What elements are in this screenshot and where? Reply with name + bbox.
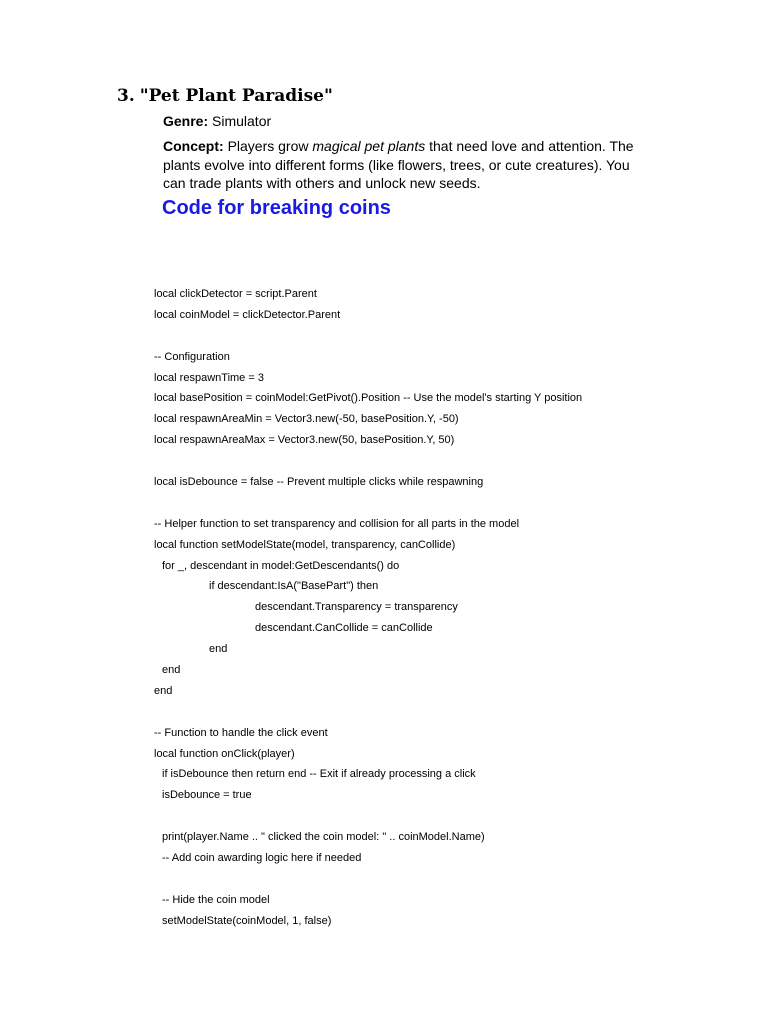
code-line: end <box>154 684 173 697</box>
code-line: end <box>209 643 228 656</box>
code-line: local basePosition = coinModel:GetPivot().Position -- Use the model's starting Y position <box>154 392 583 405</box>
code-line: descendant.CanCollide = canCollide <box>255 622 433 635</box>
code-line: descendant.Transparency = transparency <box>255 601 458 614</box>
code-line: -- Hide the coin model <box>162 893 270 906</box>
concept-text-before: Players grow <box>227 138 309 154</box>
concept-paragraph <box>163 137 653 193</box>
code-line <box>154 806 582 827</box>
code-line <box>154 326 582 347</box>
genre-label: Genre: <box>163 113 209 129</box>
code-block <box>154 284 582 932</box>
concept-text-after: that need love and attention. The plants evolve into different forms (like flowers, trees, or cute creatures). You can trade plants with others and unlock new seeds. <box>163 138 634 191</box>
genre-value: Simulator <box>212 113 272 129</box>
code-line: -- Configuration <box>154 350 230 363</box>
concept-label: Concept: <box>163 138 224 154</box>
code-line: print(player.Name .. " clicked the coin model: " .. coinModel.Name) <box>162 831 485 844</box>
code-line: if descendant:IsA("BasePart") then <box>209 580 379 593</box>
section-number: 3. <box>117 86 135 106</box>
code-line: local isDebounce = false -- Prevent multiple clicks while respawning <box>154 476 484 489</box>
code-line <box>154 702 582 723</box>
code-line <box>154 493 582 514</box>
code-line <box>154 869 582 890</box>
code-line: setModelState(coinModel, 1, false) <box>162 914 332 927</box>
code-line: local respawnTime = 3 <box>154 371 264 384</box>
code-line: end <box>162 664 181 677</box>
code-line: -- Helper function to set transparency and collision for all parts in the model <box>154 517 520 530</box>
code-line: for _, descendant in model:GetDescendants() do <box>162 559 400 572</box>
code-line: local respawnAreaMin = Vector3.new(-50, basePosition.Y, -50) <box>154 413 459 426</box>
section-heading <box>117 86 333 106</box>
genre-line <box>163 113 663 129</box>
code-line: local clickDetector = script.Parent <box>154 288 317 300</box>
concept-emphasis: magical pet plants <box>312 138 426 154</box>
code-line: -- Function to handle the click event <box>154 726 328 739</box>
code-line: local function onClick(player) <box>154 747 295 760</box>
code-line <box>154 451 582 472</box>
code-line: local respawnAreaMax = Vector3.new(50, basePosition.Y, 50) <box>154 434 455 447</box>
code-line: -- Add coin awarding logic here if needed <box>162 852 362 865</box>
code-line: isDebounce = true <box>162 789 252 802</box>
code-heading: Code for breaking coins <box>162 197 391 219</box>
section-title: "Pet Plant Paradise" <box>139 86 333 106</box>
code-line: local function setModelState(model, transparency, canCollide) <box>154 538 456 551</box>
code-line: local coinModel = clickDetector.Parent <box>154 308 341 321</box>
code-line: if isDebounce then return end -- Exit if already processing a click <box>162 768 476 781</box>
